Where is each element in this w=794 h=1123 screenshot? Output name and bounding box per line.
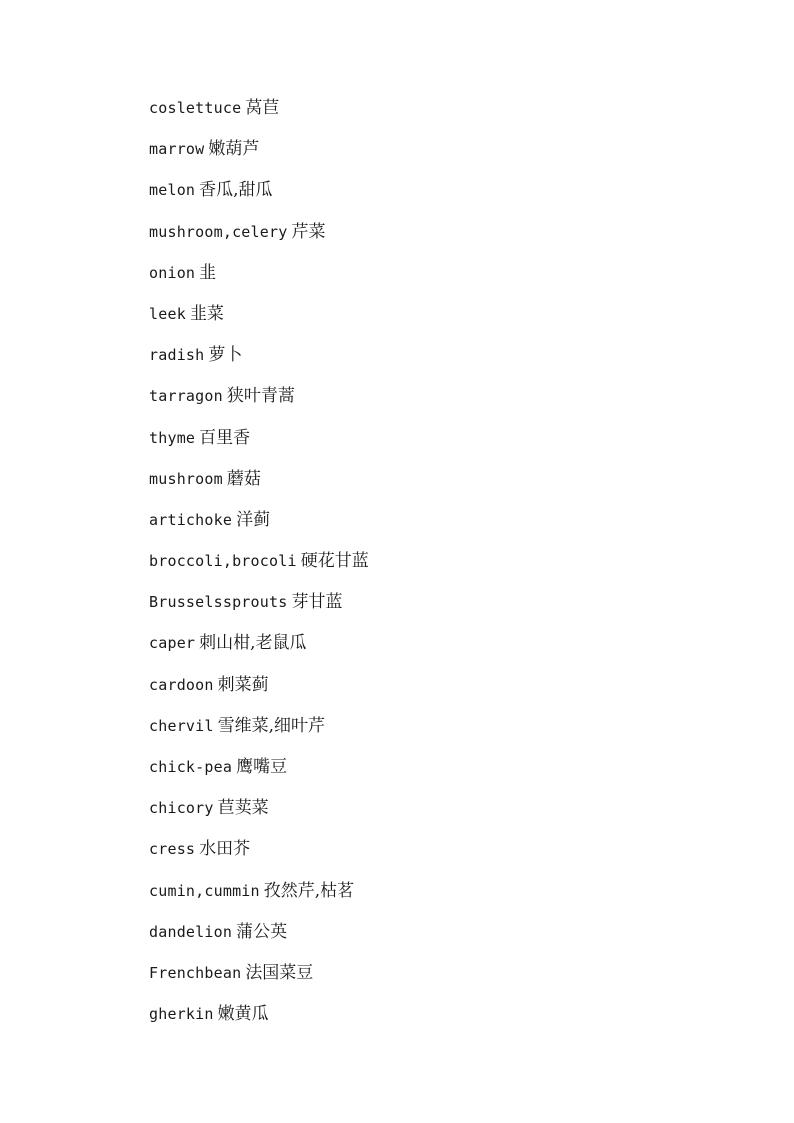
list-item — [149, 509, 369, 550]
chinese-translation: 韭菜 — [189, 303, 224, 324]
list-item — [149, 303, 369, 344]
list-item — [149, 591, 369, 632]
chinese-translation: 萝卜 — [208, 345, 243, 366]
english-term: chick-pea — [149, 758, 233, 776]
list-item — [149, 632, 369, 673]
chinese-translation: 蘑菇 — [226, 468, 261, 489]
list-item — [149, 921, 369, 962]
english-term: onion — [149, 263, 196, 282]
chinese-translation: 百里香 — [199, 427, 251, 448]
chinese-translation: 法国菜豆 — [245, 962, 314, 983]
chinese-translation: 芹菜 — [291, 221, 326, 242]
english-term: chicory — [149, 799, 214, 818]
chinese-translation: 孜然芹,枯茗 — [263, 880, 355, 901]
english-term: mushroom — [149, 469, 223, 488]
list-item — [149, 468, 369, 509]
english-term: gherkin — [149, 1005, 214, 1024]
english-term: cress — [149, 840, 196, 859]
list-item — [149, 138, 369, 179]
english-term: Frenchbean — [149, 963, 242, 982]
english-term: tarragon — [149, 387, 223, 406]
chinese-translation: 韭 — [199, 262, 217, 283]
chinese-translation: 刺菜蓟 — [217, 674, 269, 695]
chinese-translation: 香瓜,甜瓜 — [199, 180, 273, 201]
list-item — [149, 550, 369, 591]
list-item — [149, 880, 369, 921]
english-term: Brusselssprouts — [149, 593, 288, 612]
list-item — [149, 427, 369, 468]
list-item — [149, 221, 369, 262]
chinese-translation: 硬花甘蓝 — [300, 551, 369, 572]
list-item — [149, 97, 369, 138]
list-item — [149, 344, 369, 385]
list-item — [149, 962, 369, 1003]
list-item — [149, 1003, 369, 1044]
english-term: radish — [149, 346, 205, 365]
chinese-translation: 狭叶青蒿 — [226, 386, 295, 407]
chinese-translation: 蒲公英 — [236, 921, 288, 942]
list-item — [149, 262, 369, 303]
chinese-translation: 芽甘蓝 — [291, 592, 343, 613]
english-term: cumin,cummin — [149, 881, 260, 900]
english-term: marrow — [149, 140, 205, 159]
english-term: caper — [149, 634, 196, 653]
english-term: chervil — [149, 716, 214, 735]
list-item — [149, 715, 369, 756]
chinese-translation: 嫩葫芦 — [208, 139, 260, 160]
list-item — [149, 838, 369, 879]
chinese-translation: 苣荬菜 — [217, 798, 269, 819]
list-item — [149, 756, 369, 797]
chinese-translation: 莴苣 — [245, 98, 280, 118]
chinese-translation: 刺山柑,老鼠瓜 — [199, 633, 307, 654]
english-term: leek — [149, 304, 186, 323]
english-term: broccoli,brocoli — [149, 552, 297, 571]
list-item — [149, 179, 369, 220]
chinese-translation: 嫩黄瓜 — [217, 1004, 269, 1025]
english-term: thyme — [149, 428, 196, 447]
list-item — [149, 385, 369, 426]
chinese-translation: 水田芥 — [199, 839, 251, 860]
chinese-translation: 洋蓟 — [236, 509, 271, 530]
english-term: cardoon — [149, 675, 214, 694]
english-term: melon — [149, 181, 196, 200]
english-term: artichoke — [149, 510, 233, 529]
vocabulary-list — [149, 97, 369, 1044]
chinese-translation: 鹰嘴豆 — [236, 757, 288, 777]
english-term: coslettuce — [149, 99, 242, 117]
list-item — [149, 797, 369, 838]
list-item — [149, 674, 369, 715]
english-term: dandelion — [149, 922, 233, 941]
chinese-translation: 雪维菜,细叶芹 — [217, 715, 326, 736]
english-term: mushroom,celery — [149, 222, 288, 241]
